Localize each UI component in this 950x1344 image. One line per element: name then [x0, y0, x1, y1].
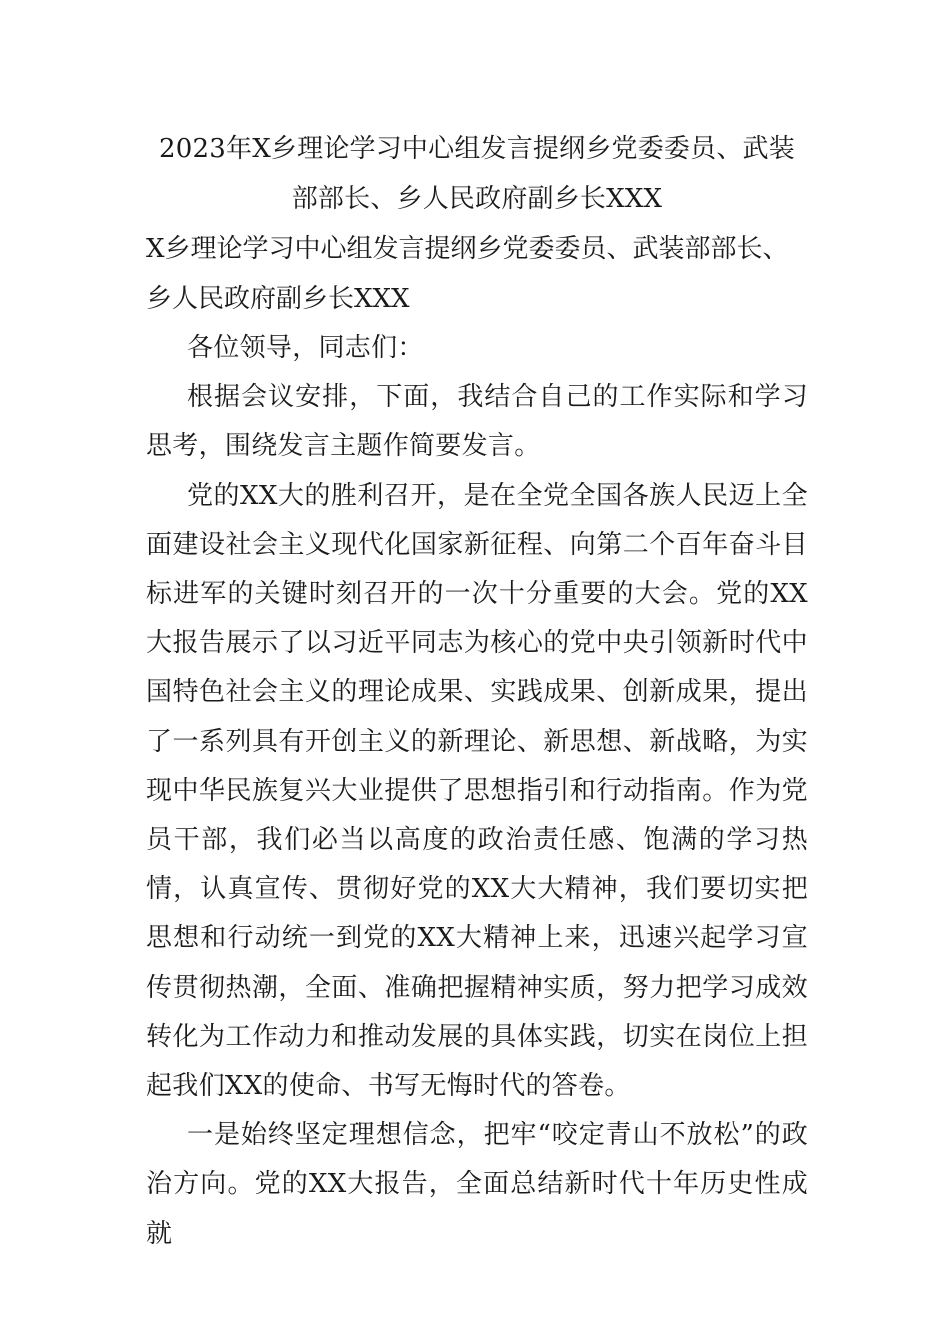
paragraph-point-one: 一是始终坚定理想信念，把牢“咬定青山不放松”的政治方向。党的XX大报告，全面总结新时代十年历史性成就 [146, 1120, 808, 1249]
document-title: 2023年X乡理论学习中心组发言提纲乡党委委员、武装部部长、乡人民政府副乡长XXX [159, 134, 795, 214]
paragraph-intro: 根据会议安排，下面，我结合自己的工作实际和学习思考，围绕发言主题作简要发言。 [146, 382, 808, 462]
document-page [146, 124, 808, 1259]
salutation: 各位领导，同志们： [187, 333, 424, 363]
paragraph-congress: 党的XX大的胜利召开，是在全党全国各族人民迈上全面建设社会主义现代化国家新征程、向第二个百年奋斗目标进军的关键时刻召开的一次十分重要的大会。党的XX大报告展示了以习近平同志为核心的党中央引领新时代中国特色社会主义的理论成果、实践成果、创新成果，提出了一系列具有开创主义的新理论、新思想、新战略，为实现中华民族复兴大业提供了思想指引和行动指南。作为党员干部，我们必当以高度的政治责任感、饱满的学习热情，认真宣传、贯彻好党的XX大大精神，我们要切实把思想和行动统一到党的XX大精神上来，迅速兴起学习宣传贯彻热潮，全面、准确把握精神实质，努力把学习成效转化为工作动力和推动发展的具体实践，切实在岗位上担起我们XX的使命、书写无悔时代的答卷。 [146, 480, 808, 1102]
document-subtitle: X乡理论学习中心组发言提纲乡党委委员、武装部部长、乡人民政府副乡长XXX [146, 234, 789, 314]
